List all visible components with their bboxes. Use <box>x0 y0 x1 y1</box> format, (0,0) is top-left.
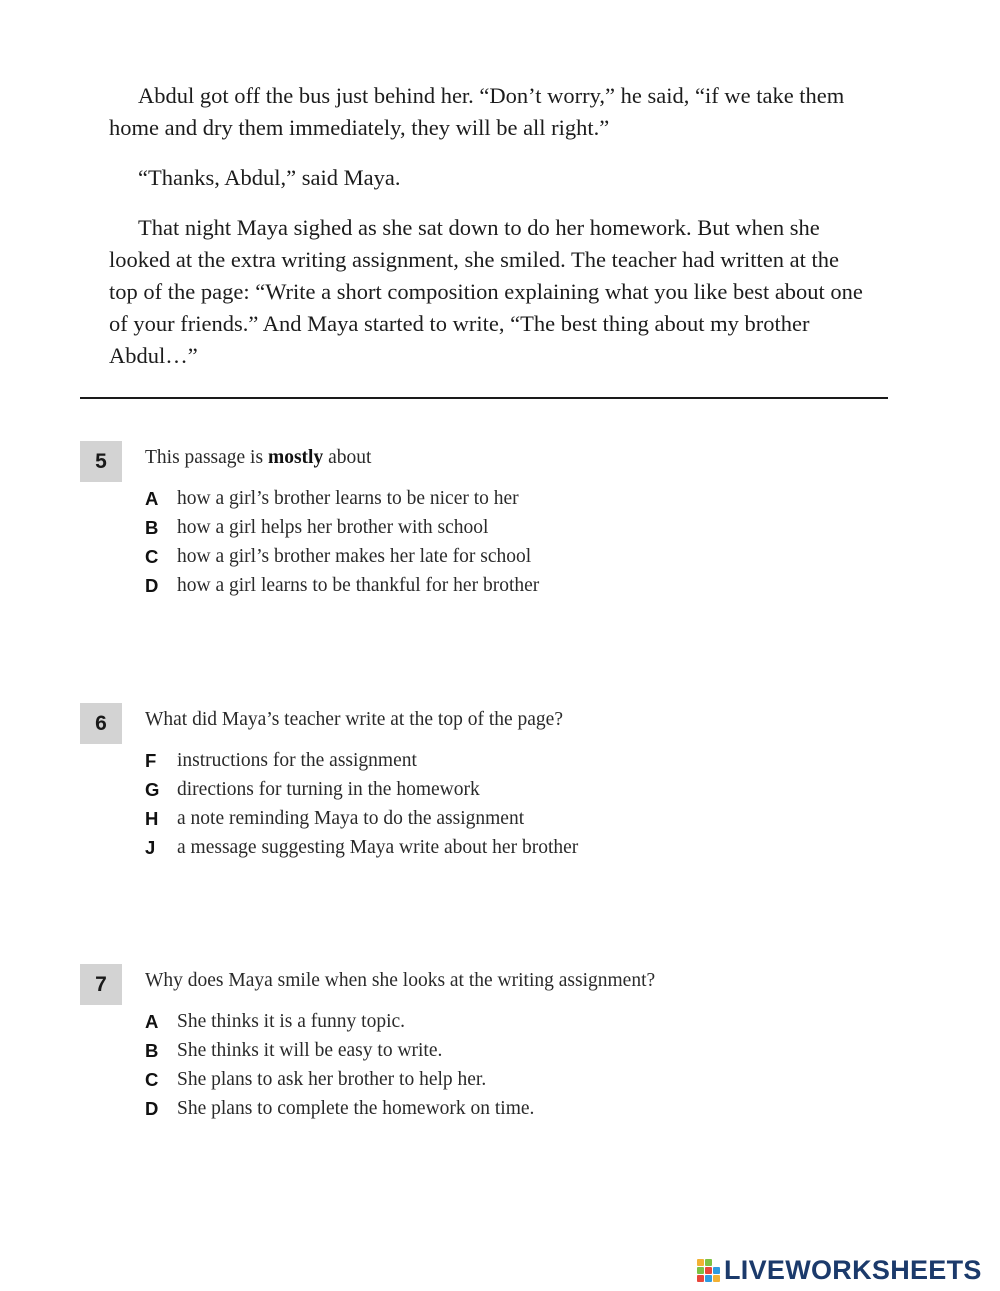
logo-square <box>713 1275 720 1282</box>
answer-option[interactable] <box>145 1065 534 1094</box>
answer-option[interactable] <box>145 1036 534 1065</box>
option-text: how a girl’s brother learns to be nicer to her <box>177 487 519 509</box>
option-letter: B <box>145 1039 159 1061</box>
logo-square <box>705 1267 712 1274</box>
answer-options <box>145 746 578 862</box>
liveworksheets-logo <box>697 1255 982 1286</box>
option-letter: C <box>145 1068 159 1090</box>
answer-option[interactable] <box>145 571 539 600</box>
option-letter: J <box>145 836 156 858</box>
option-text: directions for turning in the homework <box>177 778 480 800</box>
section-divider <box>80 397 888 399</box>
logo-square <box>697 1267 704 1274</box>
option-letter: A <box>145 487 159 509</box>
option-text: how a girl learns to be thankful for her brother <box>177 574 540 596</box>
logo-square <box>697 1275 704 1282</box>
option-letter: G <box>145 778 160 800</box>
option-letter: H <box>145 807 159 829</box>
option-letter: D <box>145 574 159 596</box>
option-text: She plans to complete the homework on time. <box>177 1097 535 1119</box>
answer-options <box>145 1007 534 1123</box>
option-text: a message suggesting Maya write about her brother <box>177 836 579 858</box>
answer-option[interactable] <box>145 833 578 862</box>
option-text: a note reminding Maya to do the assignment <box>177 807 525 829</box>
passage-paragraph: That night Maya sighed as she sat down to do her homework. But when she looked at the extra writing assignment, she smiled. The teacher had written at the top of the page: “Write a short composition explaining what you like best about one of your friends.” And Maya started to write, “The best thing about my brother Abdul…” <box>109 215 863 368</box>
option-letter: A <box>145 1010 159 1032</box>
passage-paragraph: Abdul got off the bus just behind her. “Don’t worry,” he said, “if we take them home and dry them immediately, they will be all right.” <box>109 83 845 140</box>
option-text: how a girl’s brother makes her late for school <box>177 545 532 567</box>
option-text: how a girl helps her brother with school <box>177 516 489 538</box>
passage-paragraph: “Thanks, Abdul,” said Maya. <box>138 165 401 190</box>
answer-option[interactable] <box>145 484 539 513</box>
answer-options <box>145 484 539 600</box>
option-text: She plans to ask her brother to help her. <box>177 1068 487 1090</box>
logo-text: LIVEWORKSHEETS <box>724 1255 982 1285</box>
option-text: instructions for the assignment <box>177 749 417 771</box>
answer-option[interactable] <box>145 746 578 775</box>
answer-option[interactable] <box>145 542 539 571</box>
option-letter: C <box>145 545 159 567</box>
option-letter: B <box>145 516 159 538</box>
answer-option[interactable] <box>145 1007 534 1036</box>
question-number-badge: 5 <box>80 441 122 482</box>
question-stem: What did Maya’s teacher write at the top of the page? <box>145 709 563 730</box>
question-number-badge: 7 <box>80 964 122 1005</box>
reading-passage <box>109 80 869 390</box>
logo-square <box>705 1259 712 1266</box>
logo-square <box>697 1259 704 1266</box>
option-letter: D <box>145 1097 159 1119</box>
answer-option[interactable] <box>145 775 578 804</box>
logo-square <box>705 1275 712 1282</box>
answer-option[interactable] <box>145 804 578 833</box>
question-number-badge: 6 <box>80 703 122 744</box>
question-stem: This passage is mostly about <box>145 447 372 468</box>
question-stem: Why does Maya smile when she looks at the writing assignment? <box>145 970 656 991</box>
logo-square <box>713 1267 720 1274</box>
option-letter: F <box>145 749 157 771</box>
option-text: She thinks it will be easy to write. <box>177 1039 443 1061</box>
answer-option[interactable] <box>145 1094 534 1123</box>
logo-grid-icon <box>697 1258 721 1284</box>
answer-option[interactable] <box>145 513 539 542</box>
option-text: She thinks it is a funny topic. <box>177 1010 406 1032</box>
